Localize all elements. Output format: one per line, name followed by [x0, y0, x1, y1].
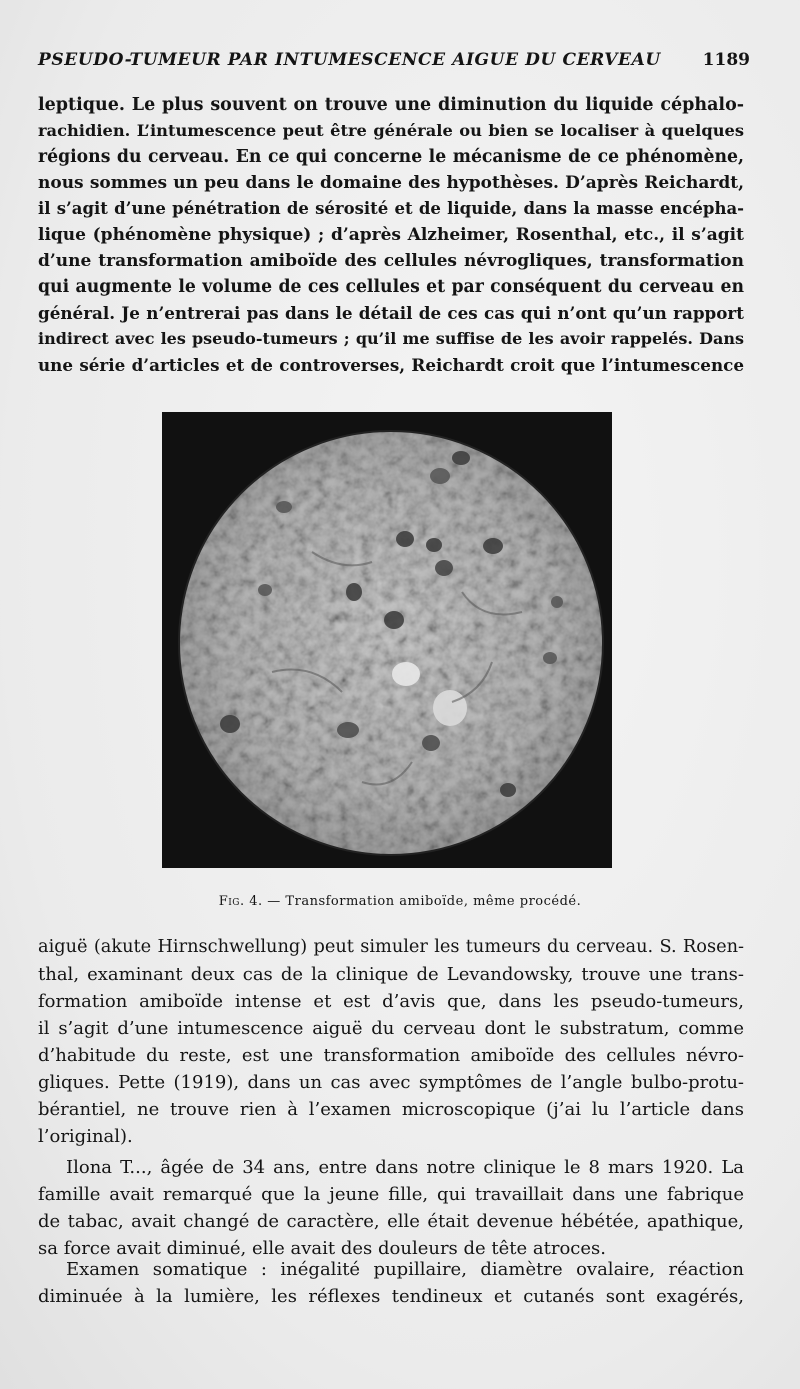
- paragraph-intumescence: [38, 92, 744, 378]
- text-line: bérantiel, ne trouve rien à l’examen microscopique (j’ai lu l’article dans: [38, 1099, 744, 1120]
- running-header: [38, 50, 750, 78]
- text-line: une série d’articles et de controverses, Reichardt croit que l’intumescence: [38, 355, 744, 375]
- text-line: il s’agit d’une intumescence aiguë du cerveau dont le substratum, comme: [38, 1018, 744, 1039]
- text-line: rachidien. L’intumescence peut être générale ou bien se localiser à quelques: [38, 121, 744, 140]
- text-line: aiguë (akute Hirnschwellung) peut simuler les tumeurs du cerveau. S. Rosen-: [38, 937, 744, 957]
- text-line: sa force avait diminué, elle avait des douleurs de tête atroces.: [38, 1238, 607, 1259]
- text-line: thal, examinant deux cas de la clinique de Levandowsky, trouve une trans-: [38, 964, 744, 985]
- figure-caption: [0, 894, 800, 909]
- text-line: Ilona T..., âgée de 34 ans, entre dans notre clinique le 8 mars 1920. La: [66, 1157, 744, 1178]
- paragraph-case-ilona: [38, 1154, 744, 1262]
- text-line: diminuée à la lumière, les réflexes tendineux et cutanés sont exagérés,: [38, 1286, 744, 1307]
- text-line: l’original).: [38, 1126, 133, 1147]
- text-line: il s’agit d’une pénétration de sérosité et de liquide, dans la masse encépha-: [38, 199, 744, 218]
- text-line: formation amiboïde intense et est d’avis que, dans les pseudo-tumeurs,: [38, 991, 744, 1012]
- text-line: nous sommes un peu dans le domaine des hypothèses. D’après Reichardt,: [38, 173, 744, 193]
- text-line: indirect avec les pseudo-tumeurs ; qu’il me suffise de les avoir rappelés. Dans: [38, 329, 744, 348]
- text-line: Examen somatique : inégalité pupillaire, diamètre ovalaire, réaction: [66, 1259, 744, 1280]
- text-line: famille avait remarqué que la jeune fille, qui travaillait dans une fabrique: [38, 1184, 744, 1205]
- text-line: régions du cerveau. En ce qui concerne le mécanisme de ce phénomène,: [38, 147, 744, 167]
- paragraph-examen: [38, 1256, 744, 1310]
- figure-caption-text: — Transformation amiboïde, même procédé.: [262, 894, 582, 909]
- text-line: qui augmente le volume de ces cellules et par conséquent du cerveau en: [38, 277, 744, 297]
- page-number: 1189: [702, 50, 750, 70]
- figure-label: Fig. 4.: [218, 894, 263, 909]
- text-line: d’une transformation amiboïde des cellules névrogliques, transformation: [38, 251, 744, 271]
- text-line: de tabac, avait changé de caractère, elle était devenue hébétée, apathique,: [38, 1211, 744, 1232]
- paragraph-rosenthal: [38, 934, 744, 1150]
- text-line: général. Je n’entrerai pas dans le détail de ces cas qui n’ont qu’un rapport: [38, 303, 744, 323]
- micrograph-image: [162, 412, 612, 868]
- text-line: lique (phénomène physique) ; d’après Alzheimer, Rosenthal, etc., il s’agit: [38, 225, 744, 245]
- micrograph-figure: [162, 412, 612, 868]
- text-line: gliques. Pette (1919), dans un cas avec symptômes de l’angle bulbo-protu-: [38, 1072, 744, 1093]
- running-title: PSEUDO-TUMEUR PAR INTUMESCENCE AIGUE DU CERVEAU: [38, 50, 661, 70]
- text-line: d’habitude du reste, est une transformation amiboïde des cellules névro-: [38, 1045, 744, 1066]
- text-line: leptique. Le plus souvent on trouve une diminution du liquide céphalo-: [38, 95, 744, 115]
